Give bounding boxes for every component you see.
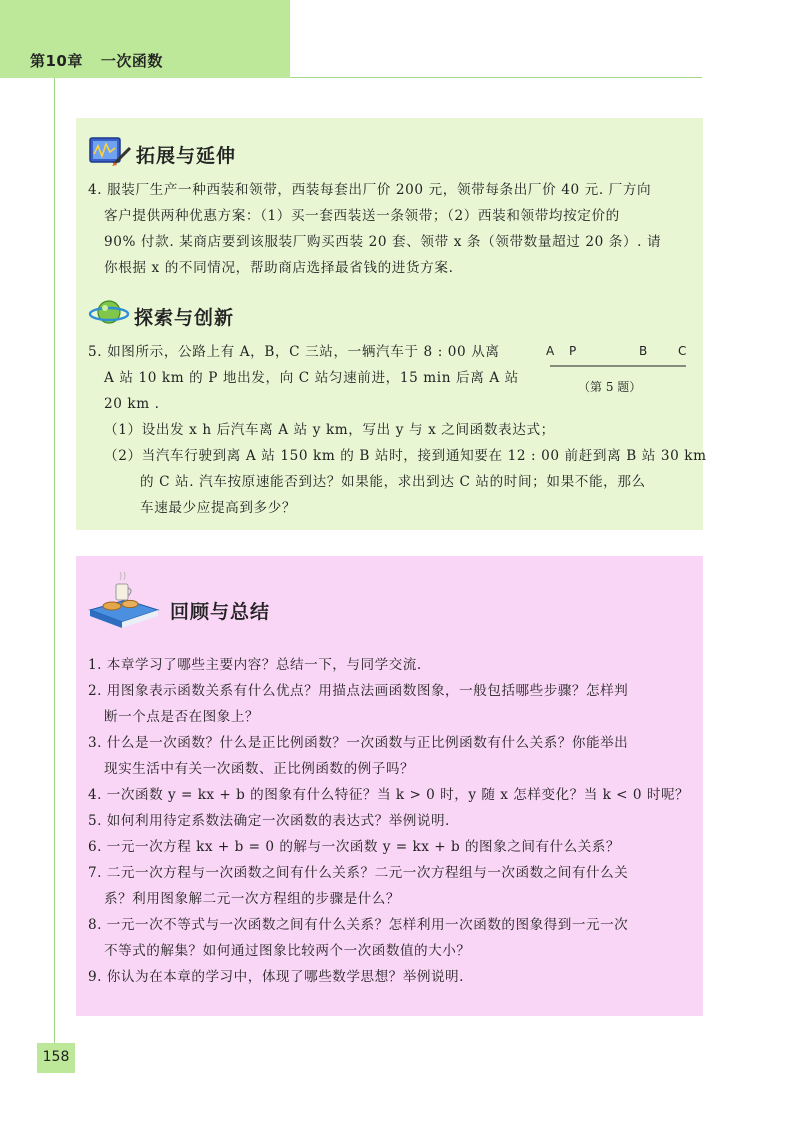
question-line: 客户提供两种优惠方案：（1）买一套西装送一条领带；（2）西装和领带均按定价的 — [104, 208, 620, 224]
list-item: 2. 用图象表示函数关系有什么优点？用描点法画函数图象，一般包括哪些步骤？怎样判 — [88, 683, 629, 699]
list-item: 6. 一元一次方程 kx + b = 0 的解与一次函数 y = kx + b 的图象之间有什么关系？ — [88, 839, 620, 855]
list-item: 3. 什么是一次函数？什么是正比例函数？一次函数与正比例函数有什么关系？你能举出 — [88, 735, 629, 751]
question-line: 4. 服装厂生产一种西装和领带，西装每套出厂价 200 元，领带每条出厂价 40 元. 厂方向 — [88, 182, 652, 198]
list-item: 9. 你认为在本章的学习中，体现了哪些数学思想？举例说明. — [88, 969, 464, 985]
label-p: P — [569, 344, 577, 358]
list-item: 4. 一次函数 y = kx + b 的图象有什么特征？当 k > 0 时，y 随 x 怎样变化？当 k < 0 时呢？ — [88, 787, 690, 803]
section-title-review: 回顾与总结 — [170, 601, 271, 623]
list-item-cont: 现实生活中有关一次函数、正比例函数的例子吗？ — [104, 761, 415, 777]
list-item-cont: 断一个点是否在图象上？ — [104, 709, 260, 725]
diagram-caption: （第 5 题） — [578, 380, 642, 394]
list-item: 1. 本章学习了哪些主要内容？总结一下，与同学交流. — [88, 657, 422, 673]
sub-question-line: 的 C 站. 汽车按原速能否到达？如果能，求出到达 C 站的时间；如果不能，那么 — [140, 474, 646, 490]
list-item: 7. 二元一次方程与一次函数之间有什么关系？二元一次方程组与一次函数之间有什么关 — [88, 865, 629, 881]
globe-swirl-icon — [88, 296, 130, 330]
question-line: A 站 10 km 的 P 地出发，向 C 站匀速前进，15 min 后离 A 站 — [104, 370, 519, 386]
label-a: A — [546, 344, 555, 358]
section-title-extend: 拓展与延伸 — [136, 145, 237, 167]
list-item: 5. 如何利用待定系数法确定一次函数的表达式？举例说明. — [88, 813, 450, 829]
list-item-cont: 系？利用图象解二元一次方程组的步骤是什么？ — [104, 891, 400, 907]
question-line: 20 km . — [104, 396, 160, 412]
sub-question-line: （1）设出发 x h 后汽车离 A 站 y km，写出 y 与 x 之间函数表达式； — [104, 422, 555, 438]
question-line: 90% 付款. 某商店要到该服装厂购买西装 20 套、领带 x 条（领带数量超过 20 条）. 请 — [104, 234, 662, 250]
list-item: 8. 一元一次不等式与一次函数之间有什么关系？怎样利用一次函数的图象得到一元一次 — [88, 917, 629, 933]
sub-question-line: （2）当汽车行驶到离 A 站 150 km 的 B 站时，接到通知要在 12 : 00 前赶到离 B 站 30 km — [104, 448, 707, 464]
header-rule — [290, 77, 702, 78]
label-c: C — [678, 344, 687, 358]
question-line: 5. 如图所示，公路上有 A，B，C 三站，一辆汽车于 8 : 00 从离 — [88, 344, 500, 360]
book-cookies-icon — [86, 570, 162, 632]
chapter-header — [30, 50, 163, 71]
section-title-explore: 探索与创新 — [134, 307, 235, 329]
chapter-number: 第10章 — [30, 52, 83, 70]
sub-question-line: 车速最少应提高到多少？ — [140, 500, 297, 516]
review-list — [88, 652, 698, 990]
question-line: 你根据 x 的不同情况，帮助商店选择最省钱的进货方案. — [104, 260, 454, 276]
road-diagram — [540, 340, 700, 400]
question-5 — [88, 339, 538, 417]
road-line — [540, 340, 700, 380]
question-5-parts — [104, 417, 707, 521]
chapter-title: 一次函数 — [100, 52, 163, 70]
question-4 — [88, 177, 698, 281]
list-item-cont: 不等式的解集？如何通过图象比较两个一次函数值的大小？ — [104, 943, 471, 959]
page-number-box — [37, 1043, 75, 1073]
page-number: 158 — [42, 1049, 70, 1065]
label-b: B — [639, 344, 648, 358]
margin-rule — [54, 78, 55, 1052]
monitor-pen-icon — [88, 134, 132, 170]
